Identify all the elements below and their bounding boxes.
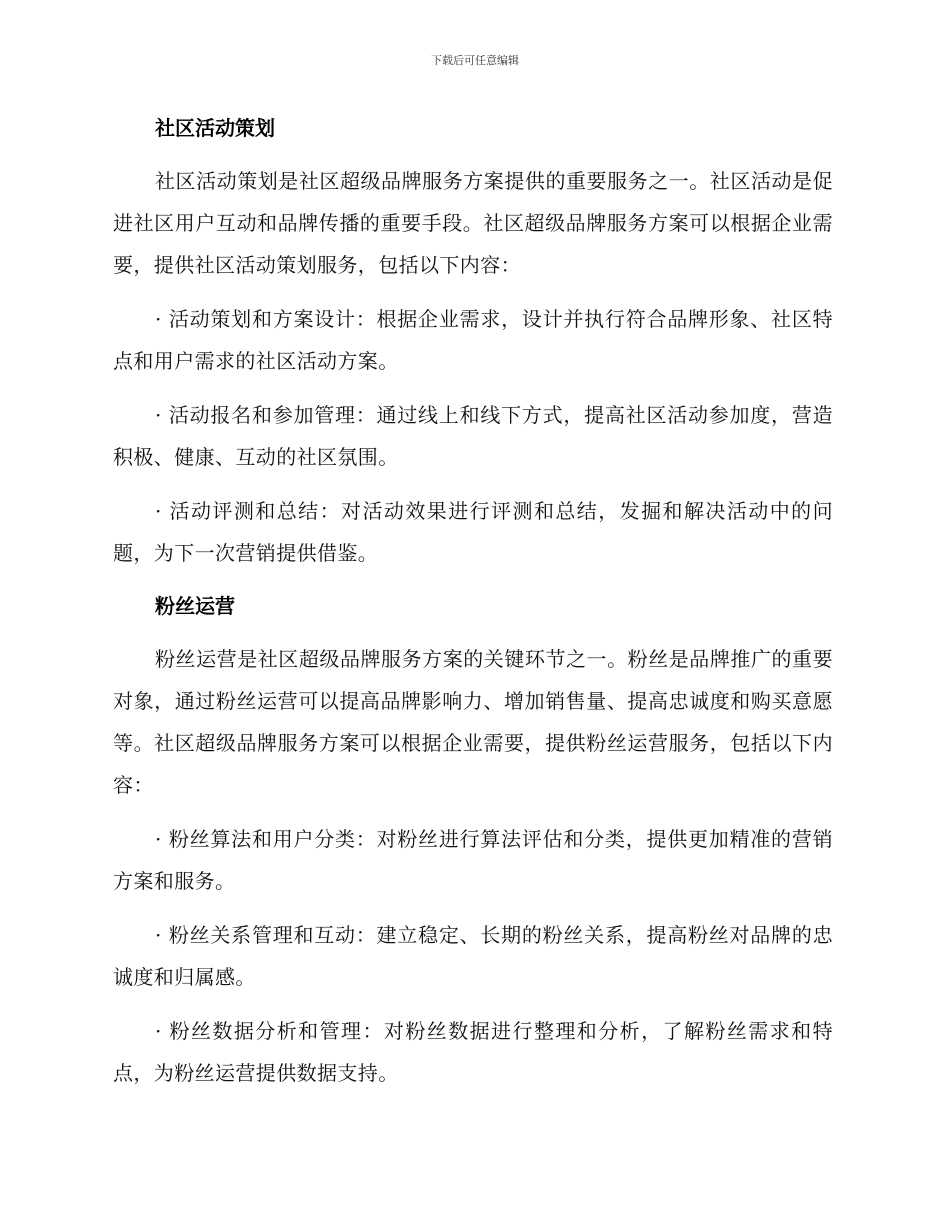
section-title: 粉丝运营 <box>155 594 235 618</box>
bullet-paragraph: · 活动评测和总结：对活动效果进行评测和总结，发掘和解决活动中的问题，为下一次营销提供借鉴。 <box>113 499 833 565</box>
paragraph: 粉丝运营是社区超级品牌服务方案的关键环节之一。粉丝是品牌推广的重要对象，通过粉丝运营可以提高品牌影响力、增加销售量、提高忠诚度和购买意愿等。社区超级品牌服务方案可以根据企业需要，提供粉丝运营服务，包括以下内容： <box>113 647 833 797</box>
page-header: 下载后可任意编辑 <box>431 54 519 67</box>
bullet-paragraph: · 粉丝关系管理和互动：建立稳定、长期的粉丝关系，提高粉丝对品牌的忠诚度和归属感。 <box>113 923 833 989</box>
document-body <box>113 108 833 1106</box>
paragraph: 社区活动策划是社区超级品牌服务方案提供的重要服务之一。社区活动是促进社区用户互动和品牌传播的重要手段。社区超级品牌服务方案可以根据企业需要，提供社区活动策划服务，包括以下内容： <box>113 169 833 277</box>
bullet-paragraph: · 粉丝数据分析和管理：对粉丝数据进行整理和分析，了解粉丝需求和特点，为粉丝运营提供数据支持。 <box>113 1019 833 1085</box>
section-fan-operations <box>113 586 833 1094</box>
bullet-paragraph: · 粉丝算法和用户分类：对粉丝进行算法评估和分类，提供更加精准的营销方案和服务。 <box>113 827 833 893</box>
bullet-paragraph: · 活动策划和方案设计：根据企业需求，设计并执行符合品牌形象、社区特点和用户需求的社区活动方案。 <box>113 307 833 373</box>
section-community-events <box>113 108 833 574</box>
bullet-paragraph: · 活动报名和参加管理：通过线上和线下方式，提高社区活动参加度，营造积极、健康、互动的社区氛围。 <box>113 403 833 469</box>
section-title: 社区活动策划 <box>155 116 275 140</box>
